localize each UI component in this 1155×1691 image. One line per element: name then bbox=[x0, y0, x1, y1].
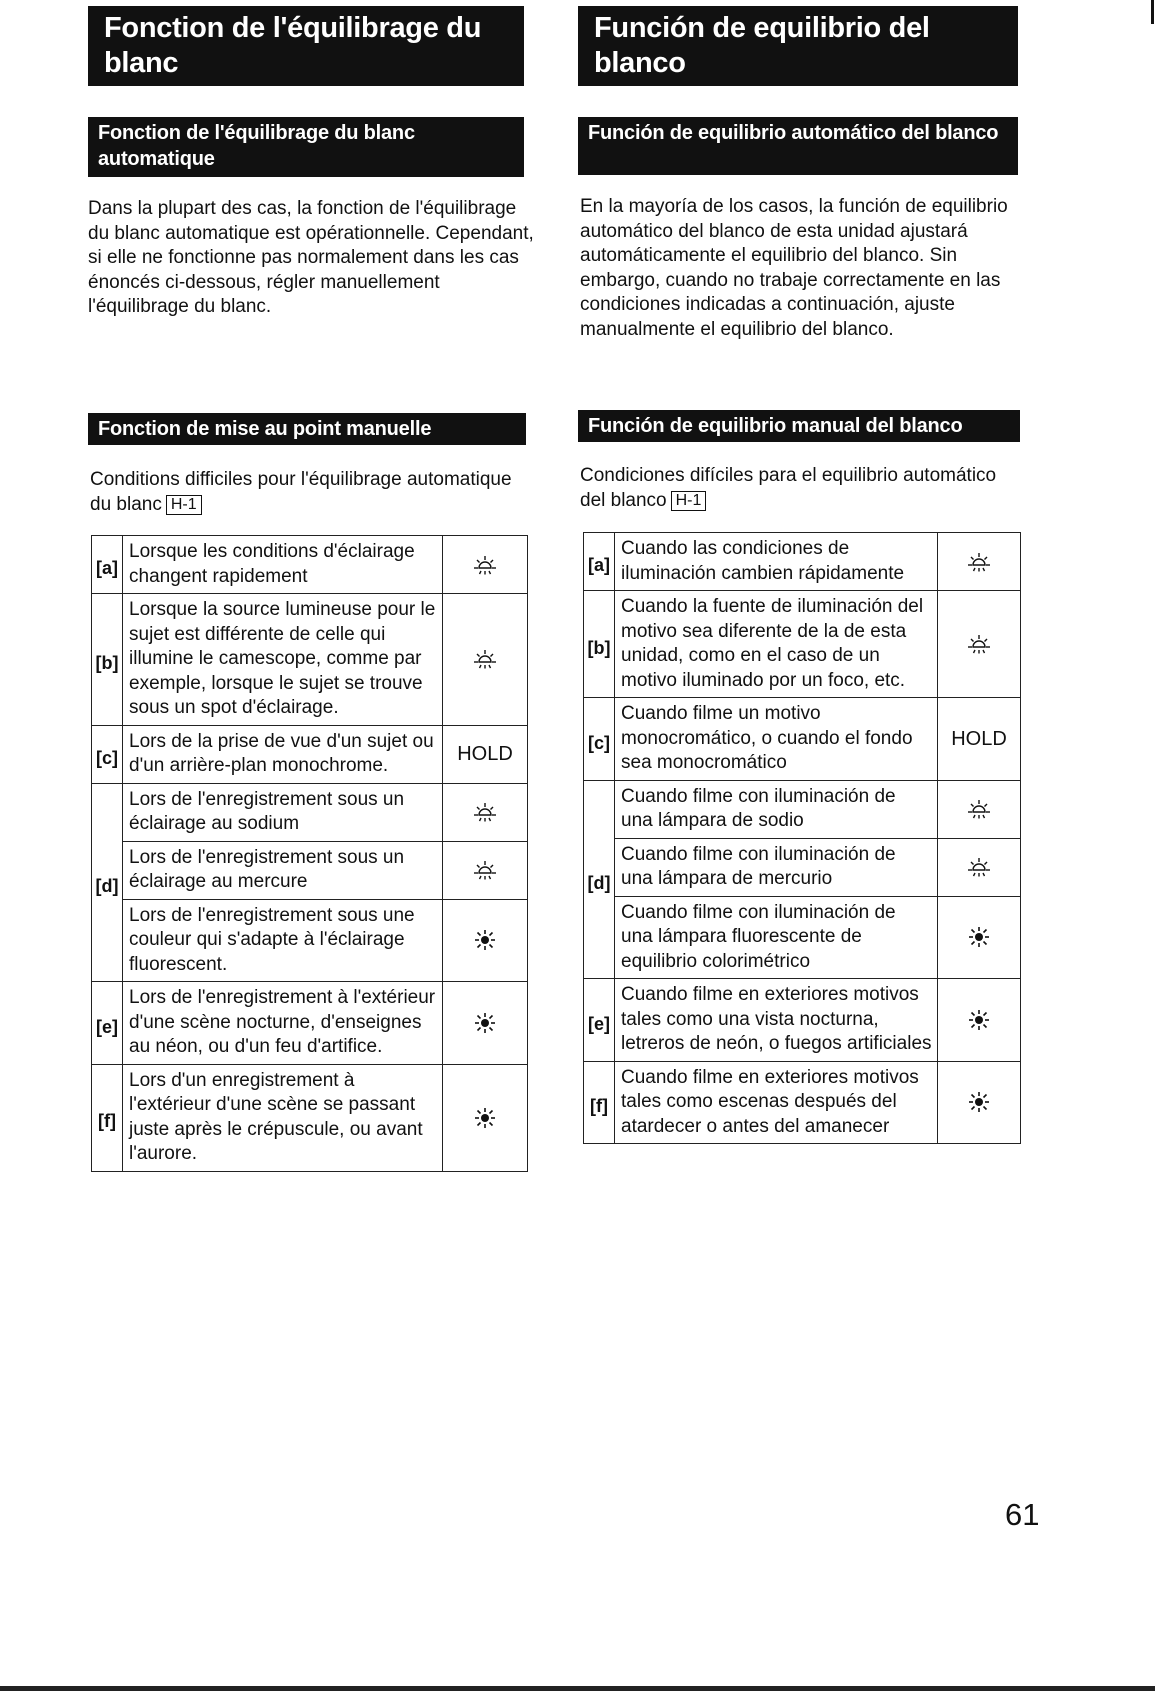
row-text: Cuando filme un motivo monocromático, o cuando el fondo sea monocromático bbox=[615, 698, 938, 781]
table-row bbox=[92, 899, 528, 982]
row-text: Lorsque la source lumineuse pour le sujet est différente de celle qui illumine le camescope, comme par exemple, lorsque le sujet se trouve sous un spot d'éclairage. bbox=[123, 594, 443, 726]
table-row bbox=[584, 591, 1021, 698]
spanish-auto-text: En la mayoría de los casos, la función de equilibrio automático del blanco de esta unidad ajustará automáticamente el equilibrio del blanco. Sin embargo, cuando no trabaje correctamente en las condiciones indicadas a continuación, ajuste manualmente el equilibrio del blanco. bbox=[580, 196, 1008, 340]
table-row bbox=[584, 979, 1021, 1062]
row-text: Cuando filme con iluminación de una lámpara fluorescente de equilibrio colorimétrico bbox=[615, 896, 938, 979]
row-text: Lors de l'enregistrement sous un éclairage au sodium bbox=[123, 783, 443, 841]
french-auto-text: Dans la plupart des cas, la fonction de l'équilibrage du blanc automatique est opérationnelle. Cependant, si elle ne fonctionne pas normalement dans les cas énoncés ci-dessous, régler manuellement l'équilibrage du blanc. bbox=[88, 198, 534, 317]
outdoor-icon bbox=[938, 780, 1021, 838]
bottom-edge-bar bbox=[0, 1686, 1155, 1691]
page-edge-mark bbox=[1151, 0, 1154, 24]
indoor-icon bbox=[938, 1061, 1021, 1144]
row-text: Cuando la fuente de iluminación del motivo sea diferente de la de esta unidad, como en el caso de un motivo iluminado por un foco, etc. bbox=[615, 591, 938, 698]
row-label: [c] bbox=[92, 725, 123, 783]
page-number: 61 bbox=[1005, 1497, 1040, 1532]
spanish-conditions-table bbox=[583, 532, 1021, 1144]
table-row bbox=[92, 536, 528, 594]
spanish-conditions-intro bbox=[580, 464, 1020, 513]
outdoor-icon bbox=[938, 838, 1021, 896]
outdoor-icon bbox=[938, 591, 1021, 698]
spanish-manual-heading: Función de equilibrio manual del blanco bbox=[578, 410, 1020, 442]
row-text: Cuando filme con iluminación de una lámpara de sodio bbox=[615, 780, 938, 838]
row-text: Cuando filme con iluminación de una lámpara de mercurio bbox=[615, 838, 938, 896]
indoor-icon bbox=[443, 982, 528, 1065]
table-row bbox=[584, 780, 1021, 838]
row-text: Lors de l'enregistrement sous une couleur qui s'adapte à l'éclairage fluorescent. bbox=[123, 899, 443, 982]
table-row bbox=[92, 982, 528, 1065]
row-label: [b] bbox=[584, 591, 615, 698]
row-label: [f] bbox=[92, 1064, 123, 1171]
row-label: [a] bbox=[92, 536, 123, 594]
row-label: [a] bbox=[584, 533, 615, 591]
french-conditions-intro-text: Conditions difficiles pour l'équilibrage automatique du blanc bbox=[90, 469, 512, 515]
table-row bbox=[584, 838, 1021, 896]
row-text: Lors d'un enregistrement à l'extérieur d'une scène se passant juste après le crépuscule, ou avant l'aurore. bbox=[123, 1064, 443, 1171]
table-row bbox=[92, 1064, 528, 1171]
indoor-icon bbox=[443, 1064, 528, 1171]
indoor-icon bbox=[938, 979, 1021, 1062]
row-label: [e] bbox=[92, 982, 123, 1065]
table-row bbox=[584, 1061, 1021, 1144]
french-manual-heading: Fonction de mise au point manuelle bbox=[88, 413, 526, 445]
row-label: [d] bbox=[584, 780, 615, 979]
indoor-icon bbox=[443, 899, 528, 982]
outdoor-icon bbox=[443, 783, 528, 841]
row-text: Lors de la prise de vue d'un sujet ou d'un arrière-plan monochrome. bbox=[123, 725, 443, 783]
row-text: Cuando filme en exteriores motivos tales como escenas después del atardecer o antes del amanecer bbox=[615, 1061, 938, 1144]
french-code-box: H-1 bbox=[166, 495, 202, 515]
row-label: [c] bbox=[584, 698, 615, 781]
outdoor-icon bbox=[443, 841, 528, 899]
row-label: [d] bbox=[92, 783, 123, 982]
table-row bbox=[584, 896, 1021, 979]
table-row bbox=[584, 698, 1021, 781]
table-row bbox=[92, 841, 528, 899]
row-label: [f] bbox=[584, 1061, 615, 1144]
french-main-title: Fonction de l'équilibrage du blanc bbox=[88, 6, 524, 86]
row-text: Lorsque les conditions d'éclairage changent rapidement bbox=[123, 536, 443, 594]
hold-mode-label: HOLD bbox=[938, 698, 1021, 781]
outdoor-icon bbox=[938, 533, 1021, 591]
row-text: Cuando las condiciones de iluminación cambien rápidamente bbox=[615, 533, 938, 591]
french-auto-heading: Fonction de l'équilibrage du blanc automatique bbox=[88, 117, 524, 177]
spanish-code-box: H-1 bbox=[671, 491, 707, 511]
indoor-icon bbox=[938, 896, 1021, 979]
french-conditions-table bbox=[91, 535, 528, 1172]
table-row bbox=[92, 783, 528, 841]
row-text: Cuando filme en exteriores motivos tales como una vista nocturna, letreros de neón, o fuegos artificiales bbox=[615, 979, 938, 1062]
hold-mode-label: HOLD bbox=[443, 725, 528, 783]
spanish-main-title: Función de equilibrio del blanco bbox=[578, 6, 1018, 86]
row-text: Lors de l'enregistrement à l'extérieur d'une scène nocturne, d'enseignes au néon, ou d'un feu d'artifice. bbox=[123, 982, 443, 1065]
spanish-auto-heading: Función de equilibrio automático del blanco bbox=[578, 117, 1018, 175]
table-row bbox=[92, 594, 528, 726]
row-text: Lors de l'enregistrement sous un éclairage au mercure bbox=[123, 841, 443, 899]
row-label: [e] bbox=[584, 979, 615, 1062]
outdoor-icon bbox=[443, 536, 528, 594]
table-row bbox=[92, 725, 528, 783]
table-row bbox=[584, 533, 1021, 591]
outdoor-icon bbox=[443, 594, 528, 726]
french-conditions-intro bbox=[90, 468, 530, 517]
spanish-conditions-intro-text: Condiciones difíciles para el equilibrio automático del blanco bbox=[580, 465, 997, 511]
row-label: [b] bbox=[92, 594, 123, 726]
